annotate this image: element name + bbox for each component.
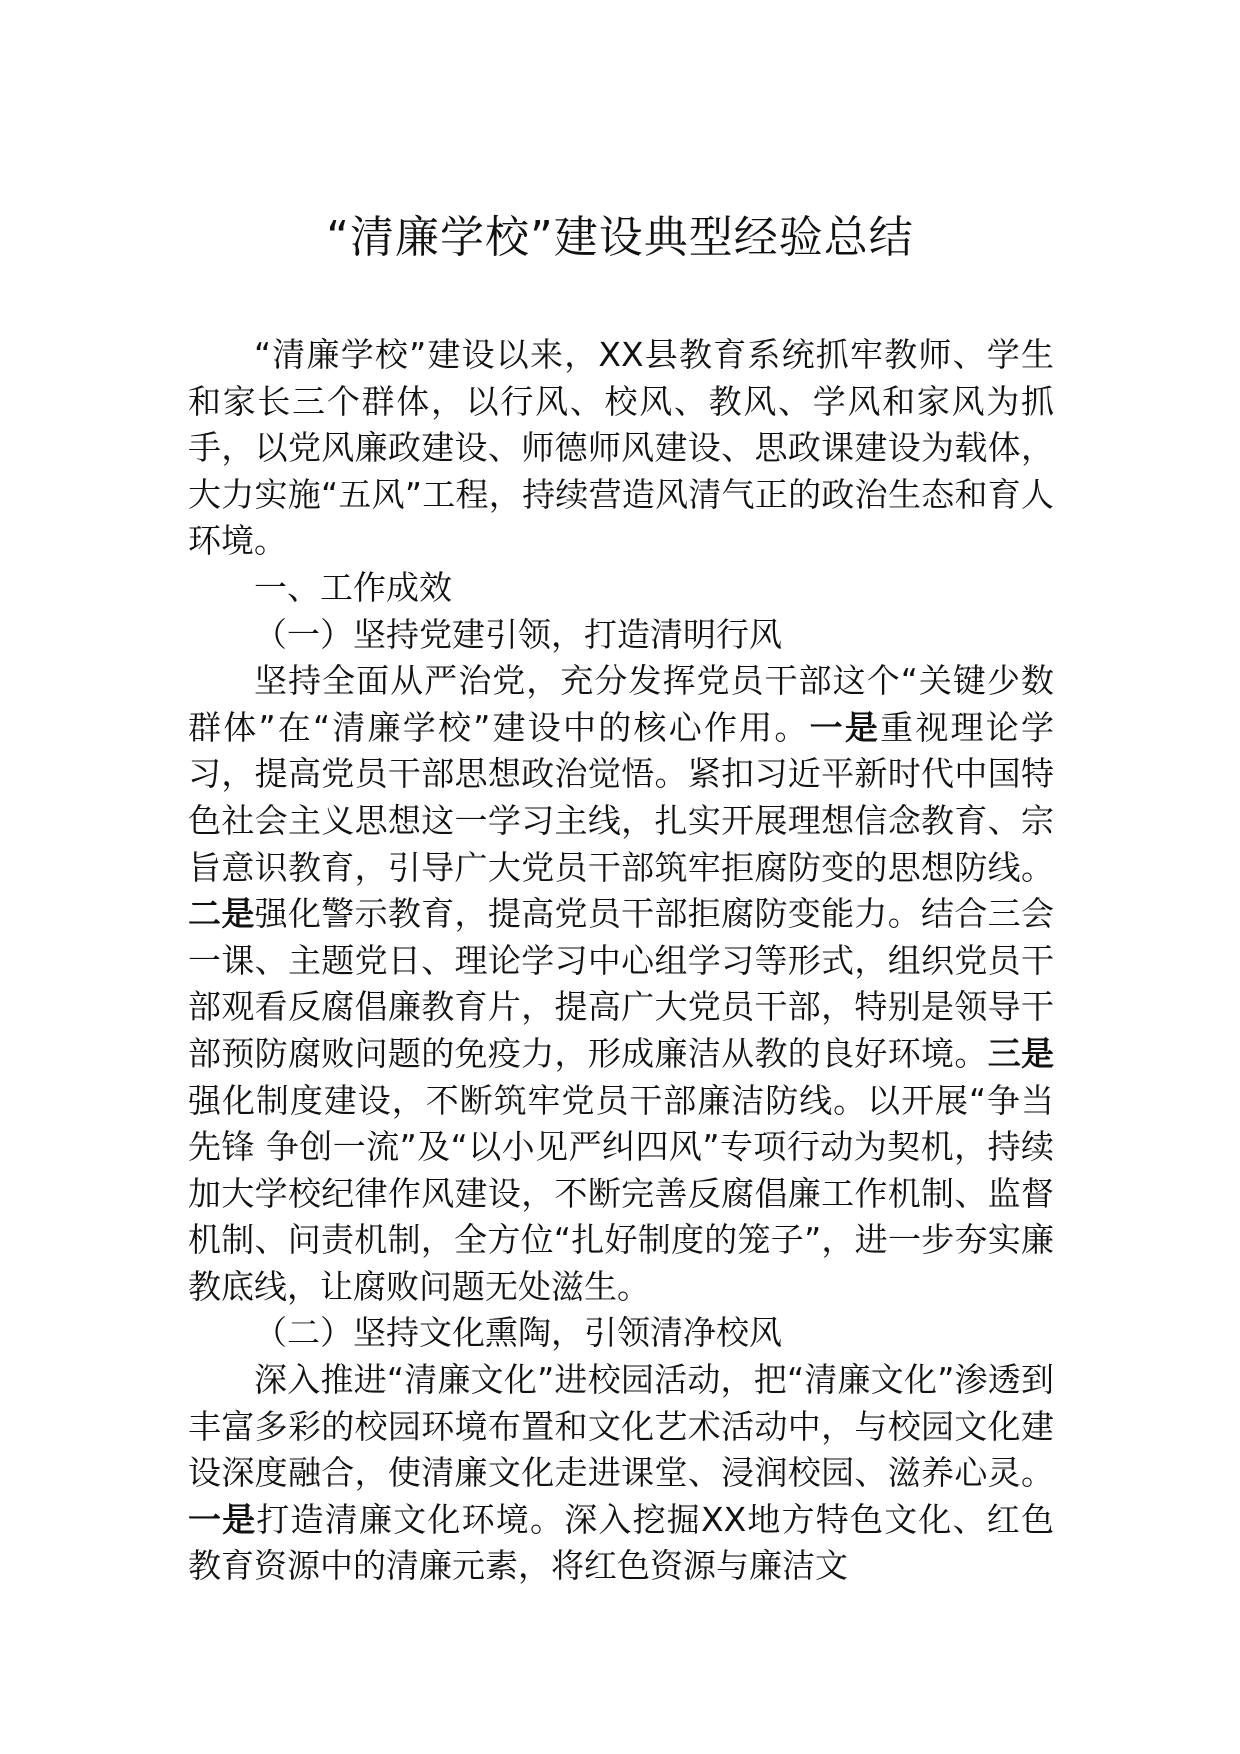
- subsection-heading-1: （一）坚持党建引领，打造清明行风: [254, 614, 782, 654]
- paragraph-lead: 深入推进“清廉文化”进校园活动，把“清廉文化”渗透到丰富多彩的校园环境布置和文化艺术活动中，与校园文化建设深度融合，使清廉文化走进课堂、浸润校园、滋养心灵。: [188, 1360, 1054, 1493]
- point-text: 强化制度建设，不断筑牢党员干部廉洁防线。以开展“争当先锋 争创一流”及“以小见严纠四风”专项行动为契机，持续加大学校纪律作风建设，不断完善反腐倡廉工作机制、监督机制、问责机制，全方位“扎好制度的笼子”，进一步夯实廉教底线，让腐败问题无处滋生。: [188, 1080, 1054, 1306]
- point-label: 一是: [188, 1499, 257, 1539]
- section-heading: 一、工作成效: [254, 567, 452, 607]
- point-label: 二是: [188, 894, 255, 934]
- subsection-paragraph-1: [188, 658, 1054, 1310]
- intro-paragraph: “清廉学校”建设以来，XX县教育系统抓牢教师、学生和家长三个群体，以行风、校风、教风、学风和家风为抓手，以党风廉政建设、师德师风建设、思政课建设为载体，大力实施“五风”工程，持续营造风清气正的政治生态和育人环境。: [188, 335, 1054, 561]
- point-text: 重视理论学习，提高党员干部思想政治觉悟。紧扣习近平新时代中国特色社会主义思想这一学习主线，扎实开展理想信念教育、宗旨意识教育，引导广大党员干部筑牢拒腐防变的思想防线。: [188, 707, 1055, 887]
- point-label: 三是: [987, 1033, 1055, 1073]
- point-text: 打造清廉文化环境。深入挖掘XX地方特色文化、红色教育资源中的清廉元素，将红色资源与廉洁文: [188, 1499, 1055, 1586]
- point-text: 强化警示教育，提高党员干部拒腐防变能力。结合三会一课、主题党日、理论学习中心组学习等形式，组织党员干部观看反腐倡廉教育片，提高广大党员干部，特别是领导干部预防腐败问题的免疫力，形成廉洁从教的良好环境。: [188, 894, 1055, 1073]
- document-title: “清廉学校”建设典型经验总结: [326, 212, 914, 263]
- subsection-heading-2: （二）坚持文化熏陶，引领清净校风: [254, 1313, 782, 1353]
- point-label: 一是: [809, 707, 881, 747]
- paragraph-lead: 坚持全面从严治党，充分发挥党员干部这个“关键少数群体”在“清廉学校”建设中的核心作用。: [188, 661, 1054, 747]
- subsection-paragraph-2: [188, 1357, 1054, 1590]
- document-body: [188, 332, 1054, 1590]
